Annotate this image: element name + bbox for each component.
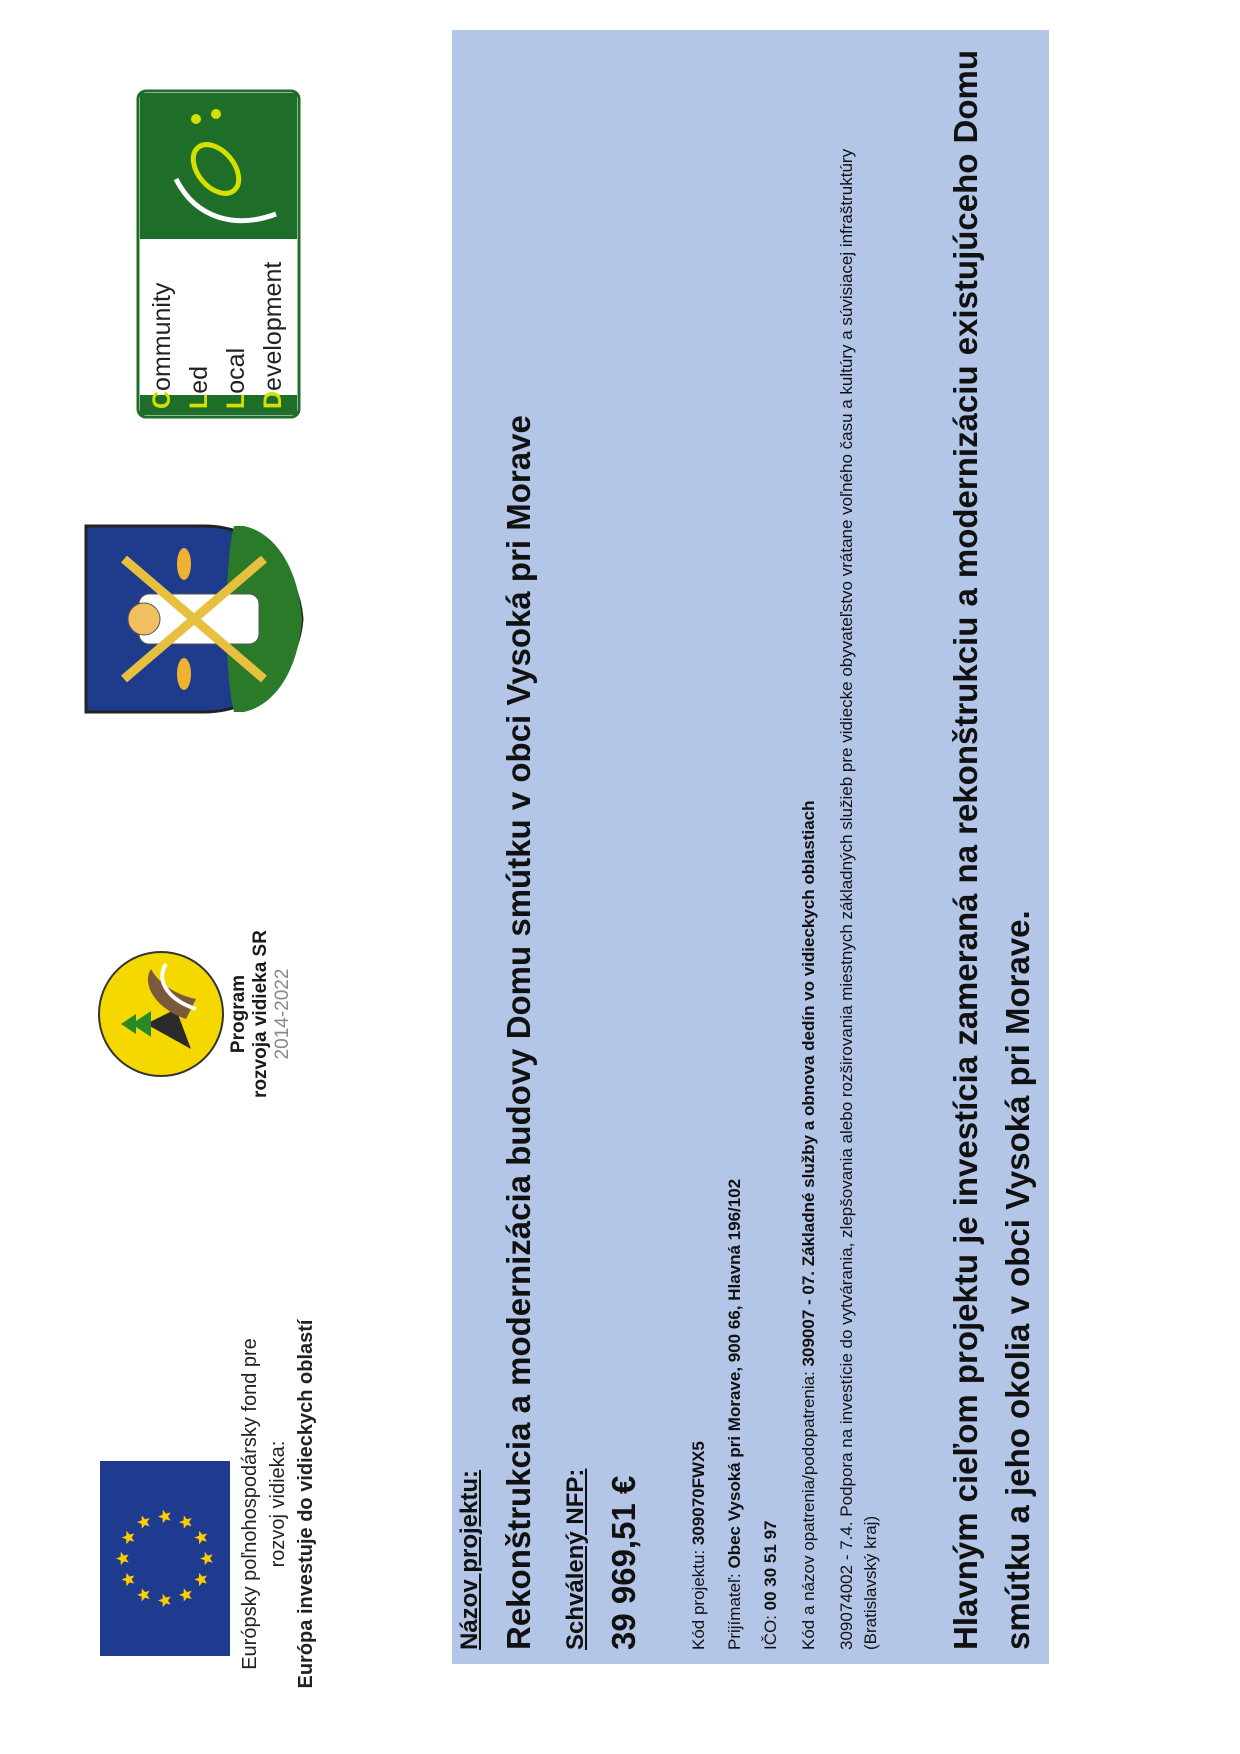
clld-rest-1: ommunity [148,282,176,391]
clld-rest-3: ocal [222,347,250,394]
project-title: Rekonštrukcia a modernizácia budovy Domu smútku v obci Vysoká pri Morave [500,415,537,1650]
ico-label: IČO: [761,1610,780,1650]
clld-word-4 [255,262,292,409]
project-goal: Hlavným cieľom projektu je investícia zameraná na rekonštrukciu a modernizáciu existujúceho Domu smútku a jeho okolia v obci Vysoká pri Morave. [947,50,1036,1650]
recipient-label: Prijímateľ: [725,1568,744,1650]
clld-words [144,262,292,409]
project-name-label: Názov projektu: [456,1469,483,1650]
eu-caption-line2: Európa investuje do vidieckych oblastí [295,1319,317,1689]
ico-value: 00 30 51 97 [761,1520,780,1611]
clld-initial-4: D [259,390,287,409]
eu-caption-line1: Európsky poľnohospodársky fond pre rozvoj vidieka: [239,1338,289,1670]
measure-value: 309007 - 07. Základné služby a obnova dedín vo vidieckych oblastiach [799,800,818,1367]
clld-word-1 [144,262,181,409]
prv-years: 2014-2022 [272,968,293,1060]
eu-flag-logo [100,1461,230,1656]
prv-logo [96,949,226,1079]
coat-of-arms-logo [84,524,304,714]
approved-amount: 39 969,51 € [605,1475,642,1650]
ico-row [759,50,783,1650]
measure-row [797,50,821,1650]
prv-line2: rozvoja vidieka SR [250,930,271,1098]
measure-label: Kód a názov opatrenia/podopatrenia: [799,1366,818,1650]
eu-caption [236,1314,320,1694]
recipient-value: Obec Vysoká pri Morave, 900 66, Hlavná 196/102 [725,1178,744,1569]
clld-rest-4: evelopment [259,261,287,391]
recipient-row [723,50,747,1650]
clld-initial-1: C [148,390,176,409]
project-code-value: 309070FWX5 [689,1441,708,1546]
approved-nfp-label: Schválený NFP: [562,1468,589,1650]
clld-logo [136,89,301,419]
clld-rest-2: ed [185,365,213,394]
measure-description: 309074002 - 7.4. Podpora na investície do vytvárania, zlepšovania alebo rozširovania miestnych základných služieb pre vidiecke obyvateľstvo vrátane voľného času a kultúry a súvisiacej infraštruktúry (Bratislavský kraj) [837,148,880,1650]
clld-word-3 [218,262,255,409]
clld-initial-3: L [222,393,250,409]
prv-line1: Program [228,974,249,1054]
clld-word-2 [181,262,218,409]
project-code-label: Kód projektu: [689,1545,708,1650]
project-code-row [687,50,711,1650]
prv-text [228,894,294,1134]
clld-initial-2: L [185,393,213,409]
